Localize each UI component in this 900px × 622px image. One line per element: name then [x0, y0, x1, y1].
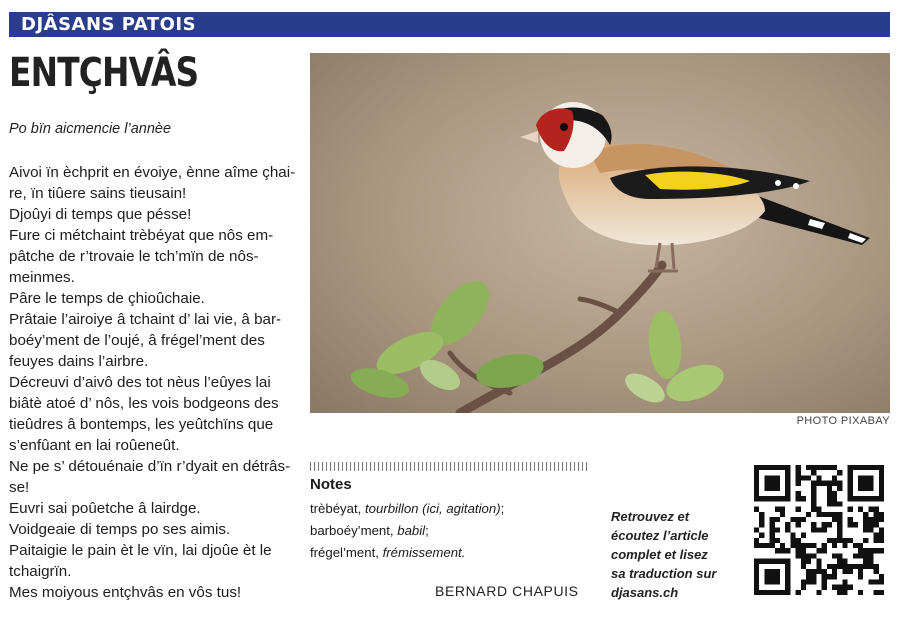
note-definition: babil: [397, 523, 426, 538]
poem-line: Prâtaie l’airoiye â tchaint d’ lai vie, â bar-: [9, 311, 282, 328]
note-term: barboéy’ment,: [310, 523, 398, 538]
section-title: DJÂSANS PATOIS: [21, 14, 197, 35]
poem-line: boéy’ment de l’oujé, â frégel’ment des: [9, 332, 265, 349]
poem-line: Djoûyi di temps que pésse!: [9, 206, 192, 223]
poem-body: [9, 162, 297, 603]
article-subtitle: Po bïn aicmencie l’annèe: [9, 121, 172, 137]
note-definition: frémissement.: [382, 545, 466, 560]
poem-line: Pâre le temps de çhioûchaie.: [9, 290, 205, 307]
photo-credit: PHOTO PIXABAY: [796, 415, 890, 427]
note-item: [310, 542, 504, 564]
qr-code-icon[interactable]: [754, 465, 884, 595]
poem-line: Paitaigie le pain èt le vïn, lai djoûe èt le: [9, 542, 272, 559]
promo-line: sa traduction sur: [611, 566, 717, 581]
notes-list: [310, 498, 504, 564]
poem-line: Ne pe s’ détouénaie d’ïn r’dyait en détrâs-: [9, 458, 291, 475]
poem-line: tchaigrïn.: [9, 563, 72, 580]
poem-line: biâtè atoé d’ nôs, les vois bodgeons des: [9, 395, 279, 412]
note-item: [310, 498, 504, 520]
poem-line: s’enfûant en lai roûeneût.: [9, 437, 180, 454]
promo-line: écoutez l’article: [611, 528, 709, 543]
author-name: BERNARD CHAPUIS: [435, 583, 579, 599]
promo-line: complet et lisez: [611, 547, 708, 562]
poem-line: Mes moiyous entçhvâs en vôs tus!: [9, 584, 242, 601]
poem-line: Euvri sai poûetche â lairdge.: [9, 500, 201, 517]
poem-line: feuyes dains l’airbre.: [9, 353, 149, 370]
article-headline: ENTÇHVÂS: [9, 50, 199, 96]
notes-title: Notes: [310, 476, 352, 493]
poem-line: se!: [9, 479, 30, 496]
note-item: [310, 520, 504, 542]
note-punct: ;: [500, 501, 505, 516]
poem-line: Fure ci métchaint trèbéyat que nôs em-: [9, 227, 274, 244]
poem-line: tieûdres â bontemps, les yeûtchïns que: [9, 416, 274, 433]
poem-line: Décreuvi d’aivô des tot nèus l’eûyes lai: [9, 374, 271, 391]
poem-line: Aivoi ïn èchprit en évoiye, ènne aîme çhai-: [9, 164, 296, 181]
notes-divider: [310, 462, 590, 471]
promo-line: Retrouvez et: [611, 509, 690, 524]
poem-line: meinmes.: [9, 269, 75, 286]
note-term: trèbéyat,: [310, 501, 365, 516]
note-definition: tourbillon (ici, agitation): [364, 501, 501, 516]
goldfinch-photo: [310, 53, 890, 413]
note-punct: ;: [425, 523, 429, 538]
promo-link[interactable]: djasans.ch: [611, 585, 679, 600]
poem-line: re, ïn tiûere sains tieusain!: [9, 185, 187, 202]
poem-line: pâtche de r’trovaie le tch’mïn de nôs-: [9, 248, 259, 265]
poem-line: Voidgeaie di temps po ses aimis.: [9, 521, 231, 538]
promo-text: [611, 507, 741, 602]
note-term: frégel’ment,: [310, 545, 383, 560]
section-banner: [9, 12, 890, 37]
